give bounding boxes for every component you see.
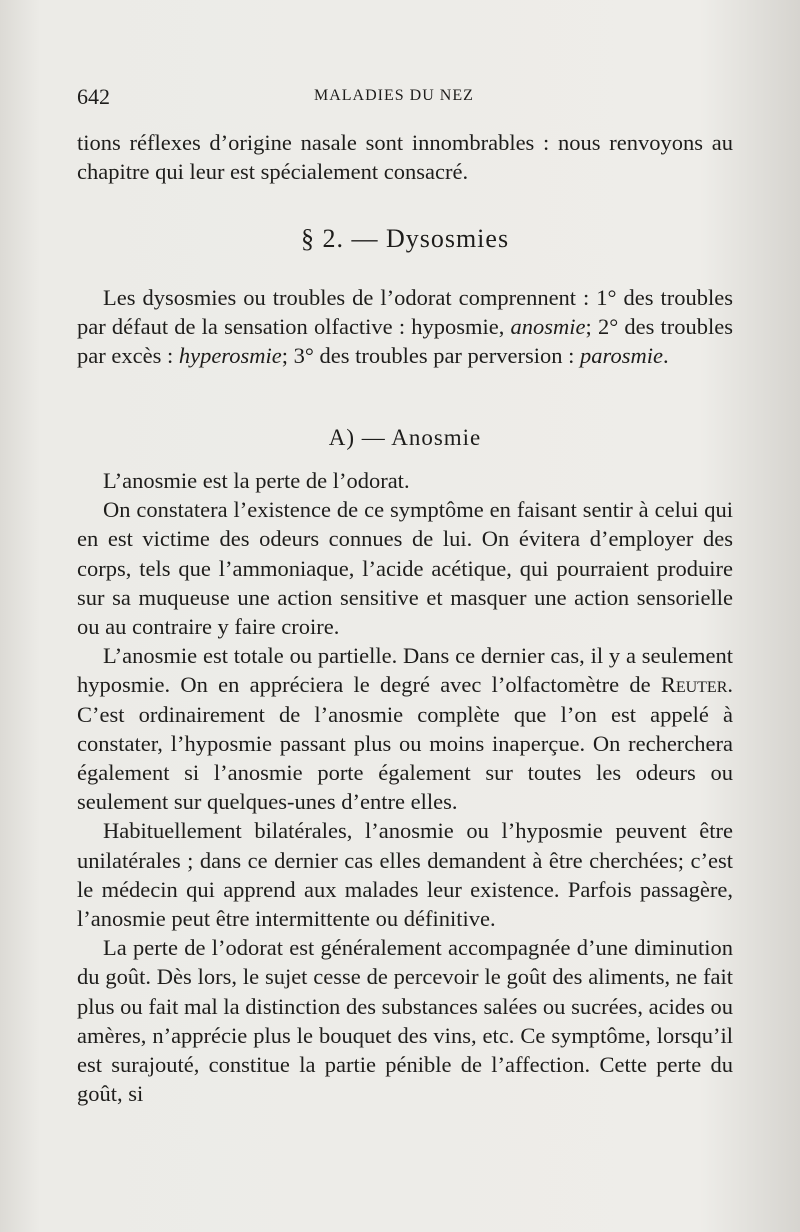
section-heading: § 2. — Dysosmies: [300, 224, 510, 253]
intro-paragraph: tions réflexes d’origine nasale sont innombrables : nous renvoyons au chapitre qui leur est spécialement consacré.: [77, 130, 733, 185]
intro-block: [77, 128, 733, 186]
dysosmies-text-4: .: [662, 343, 669, 369]
paragraph-definition: L’anosmie est la perte de l’odorat.: [103, 468, 410, 493]
author-reuter: Reuter: [660, 672, 728, 698]
running-head: [77, 84, 737, 114]
term-hyperosmie: hyperosmie: [178, 343, 282, 369]
anosmie-block: [77, 466, 733, 1108]
paragraph-bilaterales: Habituellement bilatérales, l’anosmie ou l’hyposmie peuvent être unilatérales ; dans ce dernier cas elles demandent à être cherchées; c’est le médecin qui apprend aux malades leur existence. Parfois passagère, l’anosmie peut être intermittente ou définitive.: [77, 818, 733, 932]
dysosmies-text-1: Les dysosmies ou troubles de l’odorat comprennent : 1° des troubles par défaut de la sensation olfactive : hyposmie,: [77, 285, 733, 340]
paragraph-perte-gout: La perte de l’odorat est généralement accompagnée d’une diminution du goût. Dès lors, le sujet cesse de percevoir le goût des aliments, ne fait plus ou fait mal la distinction des substances salées ou sucrées, acides ou amères, n’apprécie plus le bouquet des vins, etc. Ce symptôme, lorsqu’il est surajouté, constitue la partie pénible de l’affection. Cette perte du goût, si: [77, 935, 733, 1107]
dysosmies-text-3: ; 3° des troubles par perversion :: [281, 343, 581, 369]
dysosmies-block: [77, 283, 733, 371]
dysosmies-text-2: ; 2° des troubles par excès :: [77, 314, 733, 369]
p4-text-2: . C’est ordinairement de l’anosmie complète que l’on est appelé à constater, l’hyposmie passant plus ou moins inaperçue. On recherchera également si l’anosmie porte également sur toutes les odeurs ou seulement sur quelques-unes d’entre elles.: [77, 672, 733, 815]
term-anosmie: anosmie: [510, 314, 586, 340]
paragraph-constatation: On constatera l’existence de ce symptôme en faisant sentir à celui qui en est victime des odeurs connues de lui. On évitera d’employer des corps, tels que l’ammoniaque, l’acide acétique, qui pourraient produire sur sa muqueuse une action sensitive et masquer une action sensorielle ou au contraire y faire croire.: [77, 497, 733, 640]
p4-text-1: L’anosmie est totale ou partielle. Dans ce dernier cas, il y a seulement hyposmie. On en appréciera le degré avec l’olfactomètre de: [77, 643, 733, 698]
subsection-heading: A) — Anosmie: [328, 425, 482, 450]
page-number: 642: [77, 84, 110, 109]
paragraph-totale-partielle: [77, 641, 733, 816]
dysosmies-paragraph: [77, 283, 733, 371]
running-title: MALADIES DU NEZ: [314, 87, 474, 104]
term-parosmie: parosmie: [580, 343, 663, 369]
